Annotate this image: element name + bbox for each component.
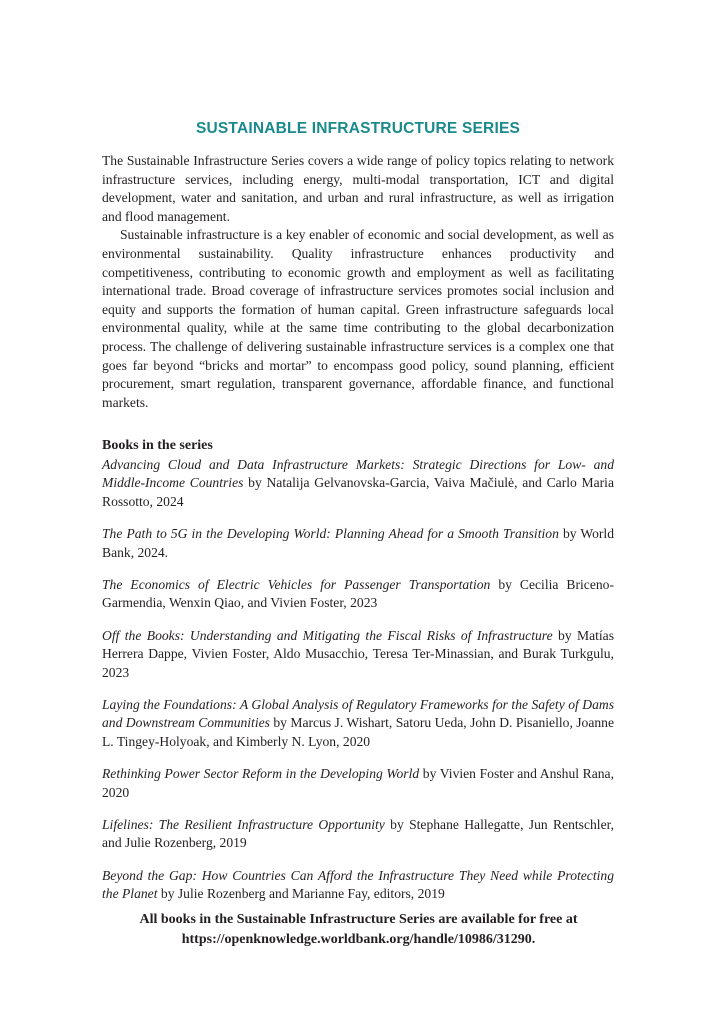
book-entry [102,765,614,801]
description-paragraph: Sustainable infrastructure is a key enabler of economic and social development, as well as environmental sustainability. Quality infrastructure enhances productivity and competitiveness, contributing to economic growth and employment as well as facilitating international trade. Broad coverage of infrastructure services promotes social inclusion and equity and supports the formation of human capital. Green infrastructure safeguards local environmental quality, while at the same time contributing to the global decarbonization process. The challenge of delivering sustainable infrastructure services is a complex one that goes far beyond “bricks and mortar” to encompass good policy, sound planning, efficient procurement, smart regulation, transparent governance, affordable finance, and functional markets. [102,227,614,410]
series-description [102,152,614,412]
book-entry [102,867,614,903]
availability-note [90,910,627,950]
book-details: by World Bank, 2024. [102,526,614,560]
book-details: by Stephane Hallegatte, Jun Rentschler, and Julie Rozenberg, 2019 [102,817,614,851]
page-title: SUSTAINABLE INFRASTRUCTURE SERIES [195,120,521,137]
book-title: Lifelines: The Resilient Infrastructure Opportunity [102,817,385,833]
book-entry [102,696,614,751]
book-title: Laying the Foundations: A Global Analysis of Regulatory Frameworks for the Safety of Dams and Downstream Communities [102,697,614,731]
books-heading: Books in the series [102,438,213,453]
book-entry [102,456,614,511]
book-entry [102,627,614,682]
book-title: Rethinking Power Sector Reform in the Developing World [102,766,420,782]
book-details: by Marcus J. Wishart, Satoru Ueda, John D. Pisaniello, Joanne L. Tingey-Holyoak, and Kimberly N. Lyon, 2020 [102,715,615,749]
availability-text: All books in the Sustainable Infrastructure Series are available for free at [139,912,578,927]
book-details: by Vivien Foster and Anshul Rana, 2020 [102,766,614,800]
book-title: The Path to 5G in the Developing World: Planning Ahead for a Smooth Transition [102,526,559,542]
book-entry [102,576,614,612]
book-entry [102,525,614,561]
books-list [102,437,614,918]
book-entry [102,816,614,852]
description-paragraph: The Sustainable Infrastructure Series covers a wide range of policy topics relating to network infrastructure services, including energy, multi-modal transportation, ICT and digital development, water and sanitation, and urban and rural infrastructure, as well as irrigation and flood management. [102,153,614,224]
book-title: Off the Books: Understanding and Mitigating the Fiscal Risks of Infrastructure [102,628,553,644]
repository-link[interactable]: https://openknowledge.worldbank.org/handle/10986/31290. [181,932,536,947]
book-title: The Economics of Electric Vehicles for Passenger Transportation [102,577,491,593]
book-details: by Cecilia Briceno-Garmendia, Wenxin Qiao, and Vivien Foster, 2023 [102,577,614,611]
book-details: by Julie Rozenberg and Marianne Fay, editors, 2019 [157,886,445,902]
book-title: Advancing Cloud and Data Infrastructure Markets: Strategic Directions for Low- and Middle-Income Countries [102,457,614,491]
book-details: by Matías Herrera Dappe, Vivien Foster, Aldo Musacchio, Teresa Ter-Minassian, and Burak Turkgulu, 2023 [102,628,615,680]
book-title: Beyond the Gap: How Countries Can Afford the Infrastructure They Need while Protecting the Planet [102,868,614,902]
book-details: by Natalija Gelvanovska-Garcia, Vaiva Mačiulė, and Carlo Maria Rossotto, 2024 [102,475,614,509]
